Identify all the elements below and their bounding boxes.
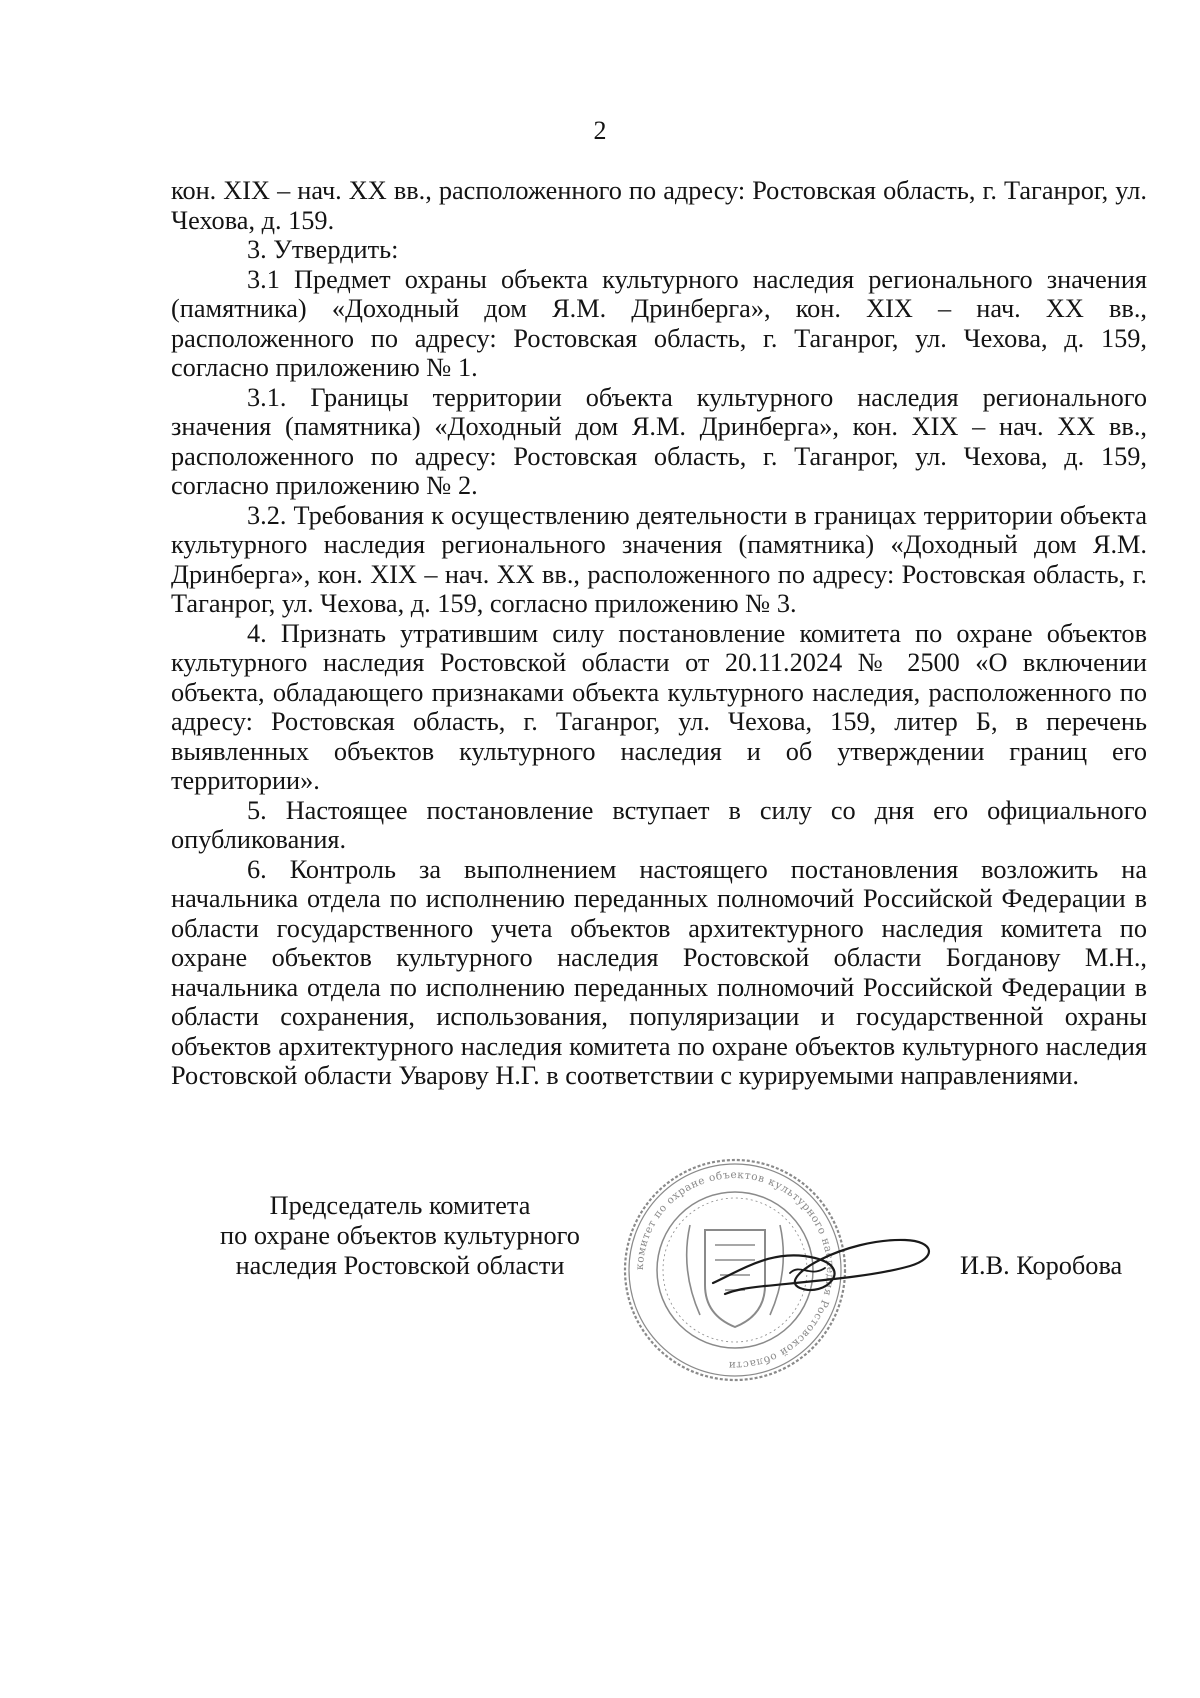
handwritten-signature	[705, 1228, 945, 1308]
signatory-position-line: Председатель комитета	[269, 1191, 531, 1220]
page-number: 2	[593, 116, 607, 145]
paragraph-approve: 3. Утвердить:	[247, 235, 399, 264]
signatory-position-line: по охране объектов культурного	[220, 1221, 580, 1250]
paragraph-5-effective: 5. Настоящее постановление вступает в силу со дня его официального опубликования.	[171, 795, 1147, 854]
paragraph-continuation: кон. XIX – нач. XX вв., расположенного по адресу: Ростовская область, г. Таганрог, ул. Чехова, д. 159.	[171, 176, 1147, 235]
paragraph-3-2-requirements: 3.2. Требования к осуществлению деятельности в границах территории объекта культурного наследия регионального значения (памятника) «Доходный дом Я.М. Дринберга», кон. XIX – нач. XX вв., расположенного по адресу: Ростовская область, г. Таганрог, ул. Чехова, д. 159, согласно приложению № 3.	[171, 500, 1147, 618]
seal-lettering: комитет по охране объектов культурного наследия Ростовской области	[633, 1168, 837, 1372]
paragraph-3-1-boundaries: 3.1. Границы территории объекта культурного наследия регионального значения (памятника) «Доходный дом Я.М. Дринберга», кон. XIX – нач. XX вв., расположенного по адресу: Ростовская область, г. Таганрог, ул. Чехова, д. 159, согласно приложению № 2.	[171, 382, 1147, 500]
signatory-position-line: наследия Ростовской области	[235, 1251, 565, 1280]
paragraph-3-1-subject: 3.1 Предмет охраны объекта культурного наследия регионального значения (памятника) «Доходный дом Я.М. Дринберга», кон. XIX – нач. XX вв., расположенного по адресу: Ростовская область, г. Таганрог, ул. Чехова, д. 159, согласно приложению № 1.	[171, 264, 1147, 382]
signatory-position	[190, 1191, 610, 1281]
document-body	[171, 176, 1147, 1091]
paragraph-6-control: 6. Контроль за выполнением настоящего постановления возложить на начальника отдела по исполнению переданных полномочий Российской Федерации в области государственного учета объектов архитектурного наследия комитета по охране объектов культурного наследия Ростовской области Богданову М.Н., начальника отдела по исполнению переданных полномочий Российской Федерации в области сохранения, использования, популяризации и государственной охраны объектов архитектурного наследия комитета по охране объектов культурного наследия Ростовской области Уварову Н.Г. в соответствии с курируемыми направлениями.	[171, 854, 1147, 1090]
paragraph-4-repeal: 4. Признать утратившим силу постановление комитета по охране объектов культурного наследия Ростовской области от 20.11.2024 № 2500 «О включении объекта, обладающего признаками объекта культурного наследия, расположенного по адресу: Ростовская область, г. Таганрог, ул. Чехова, 159, литер Б, в перечень выявленных объектов культурного наследия и об утверждении границ его территории».	[171, 618, 1147, 795]
signatory-name: И.В. Коробова	[960, 1251, 1123, 1280]
